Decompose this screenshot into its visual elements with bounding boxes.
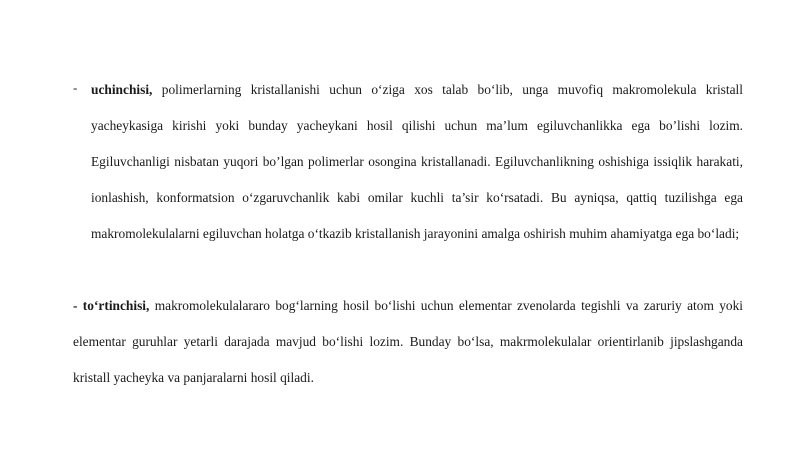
paragraph-third-condition bbox=[91, 72, 743, 252]
term-fourth: - to‘rtinchisi, bbox=[73, 298, 150, 313]
paragraph-fourth-text: makromolekulalararo bog‘larning hosil bo‘lishi uchun elementar zvenolarda tegishli va zaruriy atom yoki elementar guruhlar yetarli darajada mavjud bo‘lishi lozim. Bunday bo‘lsa, makrmolekulalar orientirlanib jipslashganda kristall yacheyka va panjaralarni hosil qiladi. bbox=[73, 298, 744, 385]
paragraph-fourth-condition bbox=[73, 288, 743, 396]
term-third: uchinchisi, bbox=[91, 82, 153, 97]
list-marker: - bbox=[73, 80, 78, 95]
paragraph-third-text: polimerlarning kristallanishi uchun o‘ziga xos talab bo‘lib, unga muvofiq makromolekula kristall yacheykasiga kirishi yoki bunday yacheykani hosil qilishi uchun ma’lum egiluvchanlikka ega bo’lishi lozim. Egiluvchanligi nisbatan yuqori bo’lgan polimerlar osongina kristallanadi. Egiluvchanlikning oshishiga issiqlik harakati, ionlashish, konformatsion o‘zgaruvchanlik kabi omilar kuchli ta’sir ko‘rsatadi. Bu ayniqsa, qattiq tuzilishga ega makromolekulalarni egiluvchan holatga o‘tkazib kristallanish jarayonini amalga oshirish muhim ahamiyatga ega bo‘ladi; bbox=[91, 82, 743, 241]
